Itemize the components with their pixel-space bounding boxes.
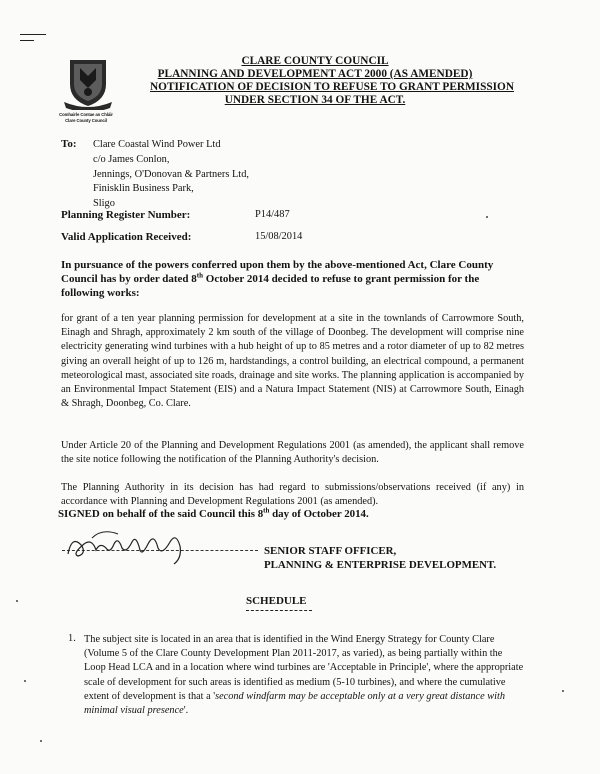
signatory-title: SENIOR STAFF OFFICER, PLANNING & ENTERPRISE DEVELOPMENT. [264, 545, 497, 571]
address-line: Jennings, O'Donovan & Partners Ltd, [93, 168, 249, 180]
schedule-item-number: 1. [68, 633, 76, 644]
county-crest-logo [60, 54, 116, 110]
section-title: UNDER SECTION 34 OF THE ACT. [224, 94, 406, 106]
handwritten-signature [62, 524, 212, 566]
act-title: PLANNING AND DEVELOPMENT ACT 2000 (AS AMENDED) [157, 68, 473, 80]
signed-statement: SIGNED on behalf of the said Council this 8th day of October 2014. [58, 506, 369, 520]
scan-speck [40, 740, 42, 742]
register-number-value: P14/487 [255, 209, 290, 220]
address-line: Finisklin Business Park, [93, 183, 194, 195]
scan-speck [562, 690, 564, 692]
application-received-label: Valid Application Received: [61, 231, 192, 243]
address-line: Clare Coastal Wind Power Ltd [93, 139, 221, 150]
council-name: CLARE COUNTY COUNCIL [241, 55, 389, 67]
schedule-underline [246, 610, 312, 611]
address-line: c/o James Conlon, [93, 153, 170, 165]
document-heading [150, 55, 514, 107]
development-description: for grant of a ten year planning permission for development at a site in the townlands of Carrowmore South, Einagh and Shragh, approximately 2 km south of the village of Doonbeg. The development will comprise nine electricity generating wind turbines with a hub height of up to 85 metres and a rotor diameter of up to 82 metres giving an overall height of up to 126 m, hardstandings, a control building, an electrical compound, a permanent meteorological mast, associated site roads, drainage and site works. The planning application is accompanied by an Environmental Impact Statement (EIS) and a Natura Impact Statement (NIS) at Carrowmore South, Einagh & Shragh, Doonbeg, Co. Clare. [61, 313, 524, 410]
scan-mark [20, 40, 34, 41]
crest-caption: Comhairle Contae an Chláir Clare County Council [59, 112, 113, 123]
register-number-label: Planning Register Number: [61, 209, 191, 221]
to-label: To: [61, 138, 77, 150]
scan-speck [486, 216, 488, 218]
notification-title: NOTIFICATION OF DECISION TO REFUSE TO GRANT PERMISSION [150, 81, 514, 93]
decision-statement: In pursuance of the powers conferred upon them by the above-mentioned Act, Clare County Council has by order dated 8th October 2014 decided to refuse to grant permission for the following works: [61, 259, 494, 300]
schedule-item-text: The subject site is located in an area that is identified in the Wind Energy Strategy for County Clare (Volume 5 of the Clare County Development Plan 2011-2017, as varied), as being partially within the Loop Head LCA and in a location where wind turbines are 'Acceptable in Principle', where the appropriate scale of development for such areas is identified as medium (5-10 turbines), and where the cumulative extent of development is that a 'second windfarm may be acceptable only at a very great distance with minimal visual presence'. [84, 634, 524, 717]
regard-statement: The Planning Authority in its decision has had regard to submissions/observations received (if any) in accordance with Planning and Development Regulations 2001 (as amended). [61, 482, 524, 508]
scan-speck [24, 680, 26, 682]
article-20-notice: Under Article 20 of the Planning and Development Regulations 2001 (as amended), the applicant shall remove the site notice following the notification of the Planning Authority's decision. [61, 440, 524, 466]
recipient-address [93, 138, 249, 212]
address-line: Sligo [93, 198, 115, 210]
scan-speck [16, 600, 18, 602]
scan-mark [20, 34, 46, 35]
schedule-title: SCHEDULE [246, 595, 307, 607]
application-received-value: 15/08/2014 [255, 231, 303, 242]
